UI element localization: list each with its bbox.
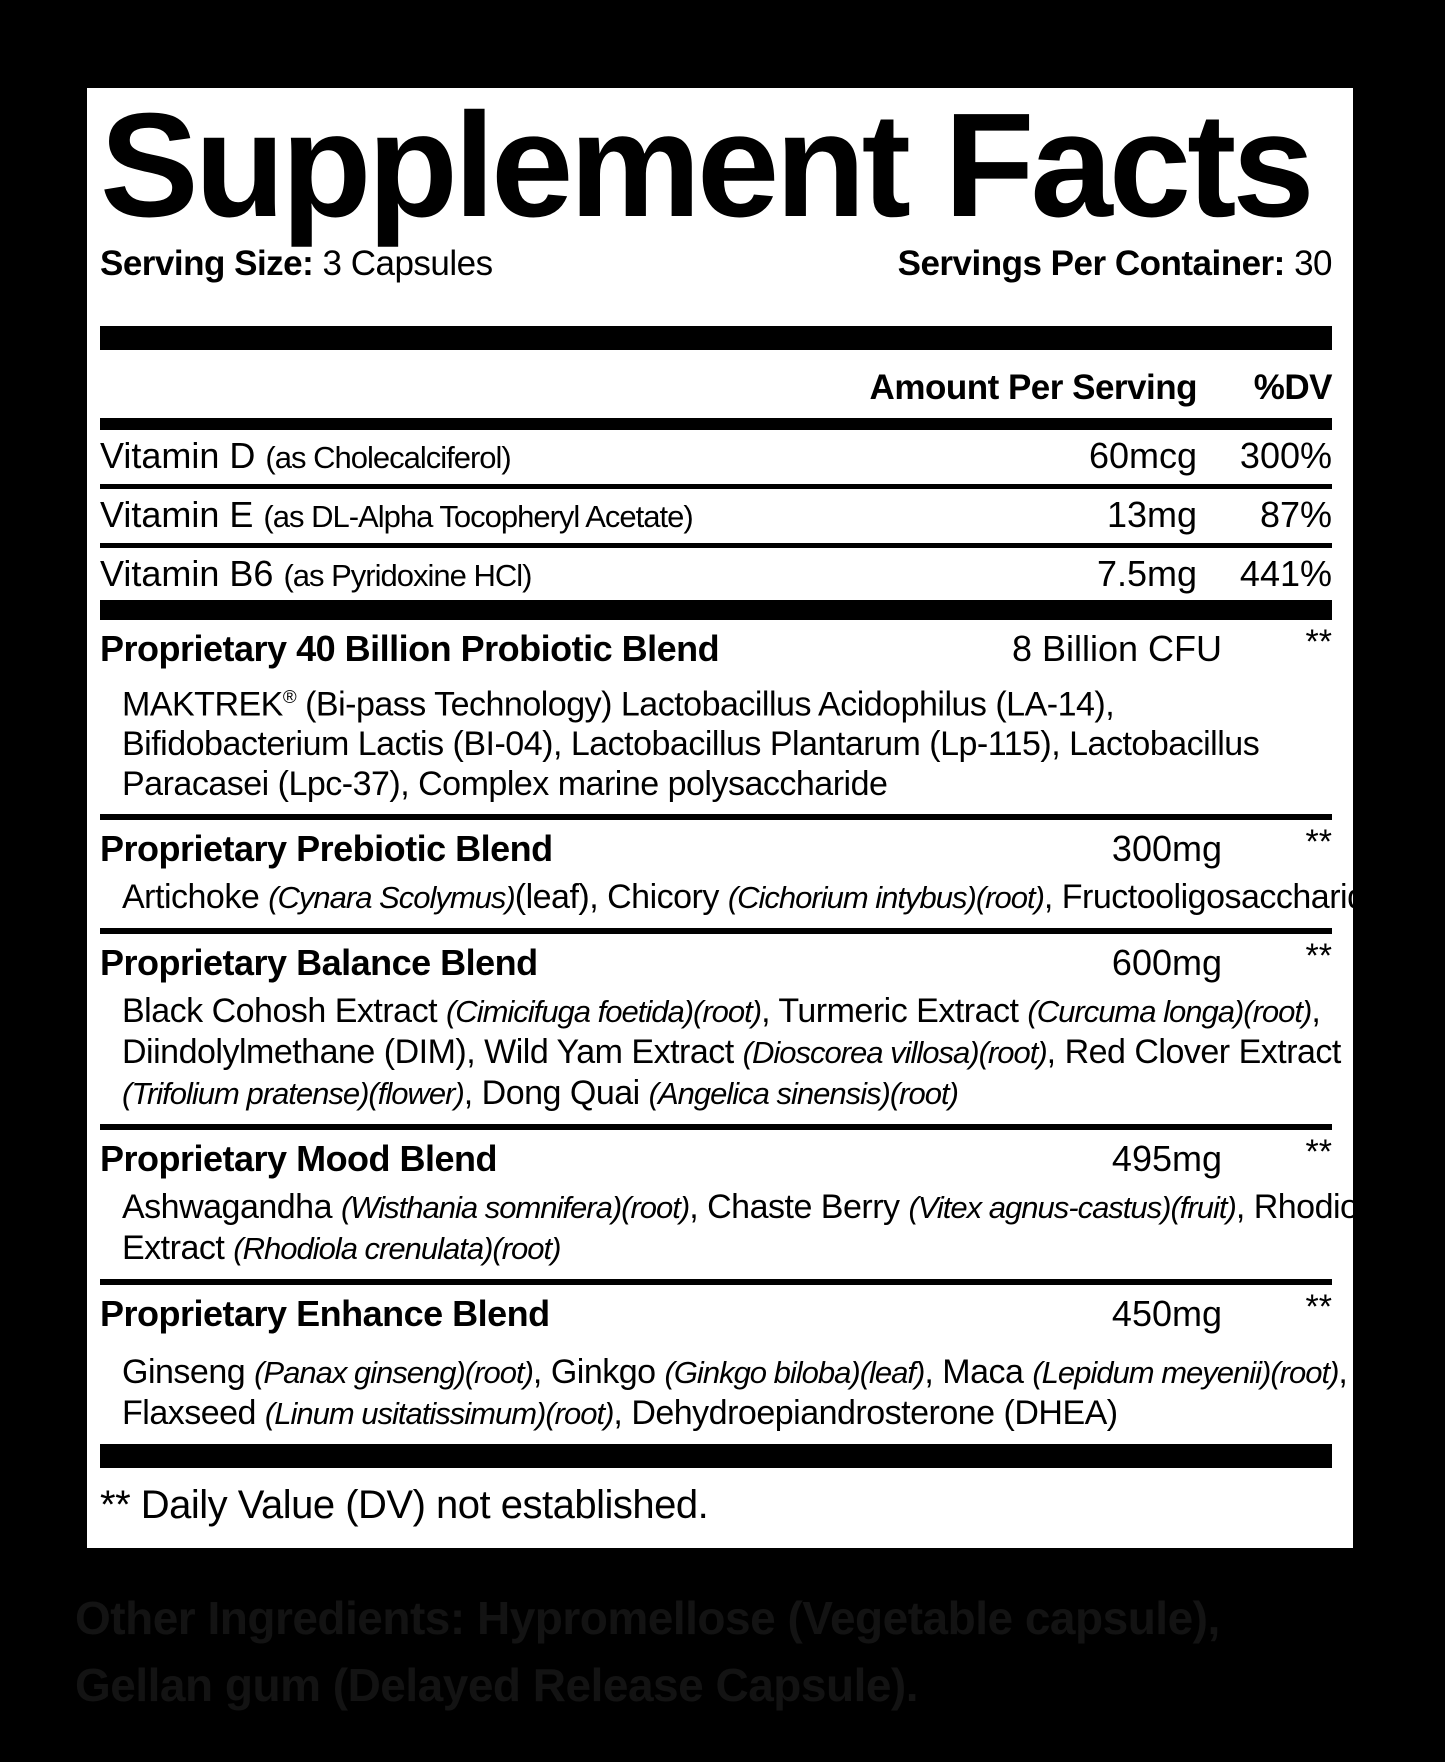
servings-per-container <box>898 242 1332 286</box>
vitamin-rows <box>100 430 1332 600</box>
blend-section <box>100 1285 1348 1444</box>
blend-ingredients: Ashwagandha (Wisthania somnifera)(root), Chaste Berry (Vitex agnus-castus)(fruit), Rhodiola Extract (Rhodiola crenulata)(root) <box>122 1188 1384 1268</box>
vitamin-source-detail: (as DL-Alpha Tocopheryl Acetate) <box>263 499 693 534</box>
blend-header <box>100 1133 1332 1181</box>
page-title: Supplement Facts <box>100 83 1311 248</box>
servings-per-container-label: Servings Per Container: <box>897 244 1285 283</box>
blend-sections <box>100 620 1401 1444</box>
vitamin-name: Vitamin E (as DL-Alpha Tocopheryl Acetate) <box>100 494 693 535</box>
blend-amount: 300mg <box>1111 828 1222 870</box>
vitamin-source-detail: (as Pyridoxine HCl) <box>283 558 532 593</box>
blend-dv-asterisks: ** <box>1305 823 1332 862</box>
blend-dv-asterisks: ** <box>1305 1288 1332 1327</box>
blend-amount: 450mg <box>1111 1293 1222 1335</box>
vitamin-dv: 87% <box>1259 494 1332 535</box>
vitamin-amount: 60mcg <box>1088 435 1197 476</box>
blend-amount: 495mg <box>1111 1138 1222 1180</box>
blend-ingredients: Ginseng (Panax ginseng)(root), Ginkgo (Ginkgo biloba)(leaf), Maca (Lepidum meyenii)(root), Flaxseed (Linum usitatissimum)(root), Dehydroepiandrosterone (DHEA) <box>122 1353 1348 1433</box>
vitamin-dv: 300% <box>1239 435 1332 476</box>
dv-column-header: %DV <box>1253 368 1332 407</box>
amount-column-header: Amount Per Serving <box>869 368 1197 407</box>
vitamin-amount: 13mg <box>1106 494 1197 535</box>
blend-header <box>100 937 1332 985</box>
serving-size-label: Serving Size: <box>100 244 314 283</box>
supplement-facts-panel <box>87 83 1401 1548</box>
serving-size-value: 3 Capsules <box>322 244 493 283</box>
blend-amount: 8 Billion CFU <box>1011 628 1222 669</box>
blend-header <box>100 1288 1332 1336</box>
daily-value-footnote: ** Daily Value (DV) not established. <box>100 1483 709 1528</box>
table-header <box>100 366 1332 410</box>
vitamin-amount: 7.5mg <box>1096 553 1197 594</box>
vitamin-row <box>100 489 1332 548</box>
vitamin-row <box>100 548 1332 600</box>
serving-size <box>100 242 493 286</box>
blend-dv-asterisks: ** <box>1305 1133 1332 1172</box>
blend-name: Proprietary 40 Billion Probiotic Blend <box>100 628 720 669</box>
blend-dv-asterisks: ** <box>1305 623 1332 661</box>
blend-header <box>100 623 1332 671</box>
other-ingredients-line1: Other Ingredients: Hypromellose (Vegetable capsule), <box>75 1592 1220 1644</box>
blend-section <box>100 934 1341 1130</box>
vitamin-name: Vitamin B6 (as Pyridoxine HCl) <box>100 553 532 594</box>
blend-section <box>100 620 1332 820</box>
vitamin-source-detail: (as Cholecalciferol) <box>265 440 511 475</box>
blend-section <box>100 1130 1384 1285</box>
blend-name: Proprietary Balance Blend <box>100 942 538 984</box>
blend-ingredients: Artichoke (Cynara Scolymus)(leaf), Chicory (Cichorium intybus)(root), Fructooligosaccharides <box>122 878 1401 917</box>
blend-amount: 600mg <box>1111 942 1222 984</box>
vitamin-row <box>100 430 1332 489</box>
blend-name: Proprietary Mood Blend <box>100 1138 498 1180</box>
blend-ingredients: MAKTREK® (Bi-pass Technology) Lactobacillus Acidophilus (LA-14), Bifidobacterium Lactis (BI-04), Lactobacillus Plantarum (Lp-115), Lactobacillus Paracasei (Lpc-37), Complex marine polysaccharide <box>122 685 1260 804</box>
blend-name: Proprietary Prebiotic Blend <box>100 828 553 870</box>
other-ingredients-line2: Gellan gum (Delayed Release Capsule). <box>75 1659 919 1711</box>
vitamin-name: Vitamin D (as Cholecalciferol) <box>100 435 511 476</box>
divider-bar-top <box>100 326 1332 350</box>
serving-info <box>100 242 1332 286</box>
servings-per-container-value: 30 <box>1294 244 1332 283</box>
divider-bar-vitamins <box>100 600 1332 620</box>
divider-bar-header <box>100 418 1332 430</box>
other-ingredients <box>75 1585 1220 1719</box>
blend-header <box>100 823 1332 871</box>
blend-name: Proprietary Enhance Blend <box>100 1293 550 1335</box>
divider-bar-bottom <box>100 1444 1332 1468</box>
blend-section <box>100 820 1401 934</box>
vitamin-dv: 441% <box>1239 553 1332 594</box>
blend-ingredients: Black Cohosh Extract (Cimicifuga foetida)(root), Turmeric Extract (Curcuma longa)(root), Diindolylmethane (DIM), Wild Yam Extract (Dioscorea villosa)(root), Red Clover Extract (Trifolium pratense)(flower), Dong Quai (Angelica sinensis)(root) <box>122 992 1341 1113</box>
blend-dv-asterisks: ** <box>1305 937 1332 976</box>
